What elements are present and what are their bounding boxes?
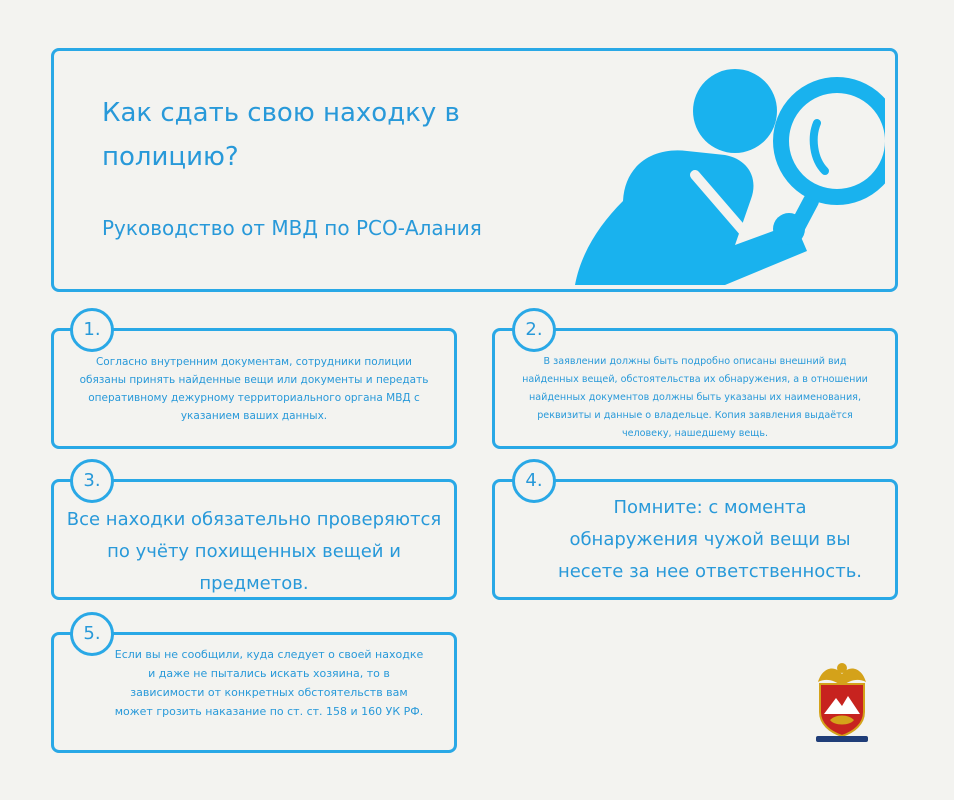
step-text-5: Если вы не сообщили, куда следует о своей находке и даже не пытались искать хозяина, то в зависимости от конкретных обстоятельств вам может грозить наказание по ст. ст. 158 и 160 УК РФ.: [114, 648, 424, 718]
person-with-magnifier-icon: [575, 63, 885, 285]
step-number-4: 4.: [512, 459, 556, 503]
police-crest-icon: [810, 656, 874, 744]
step-text-1: Согласно внутренним документам, сотрудники полиции обязаны принять найденные вещи или документы и передать оперативному дежурному территориального органа МВД с указанием ваших данных.: [79, 356, 429, 422]
page-subtitle: Руководство от МВД по РСО-Алания: [102, 216, 482, 240]
step-number-3: 3.: [70, 459, 114, 503]
page-title: Как сдать свою находку в полицию?: [102, 98, 460, 172]
step-number-2: 2.: [512, 308, 556, 352]
step-text-4: Помните: с момента обнаружения чужой вещи вы несете за нее ответственность.: [557, 497, 863, 582]
step-number-5: 5.: [70, 612, 114, 656]
step-card-5: [51, 632, 457, 753]
step-number-1: 1.: [70, 308, 114, 352]
step-card-1: [51, 328, 457, 449]
step-card-4: [492, 479, 898, 600]
step-text-2: В заявлении должны быть подробно описаны внешний вид найденных вещей, обстоятельства их обнаружения, а в отношении найденных документов должны быть указаны их наименования, реквизиты и данные о владельце. Копия заявления выдаётся человеку, нашедшему вещь.: [522, 356, 868, 439]
step-card-3: [51, 479, 457, 600]
step-card-2: [492, 328, 898, 449]
header-card: [51, 48, 898, 292]
step-text-3: Все находки обязательно проверяются по учёту похищенных вещей и предметов.: [66, 509, 442, 594]
